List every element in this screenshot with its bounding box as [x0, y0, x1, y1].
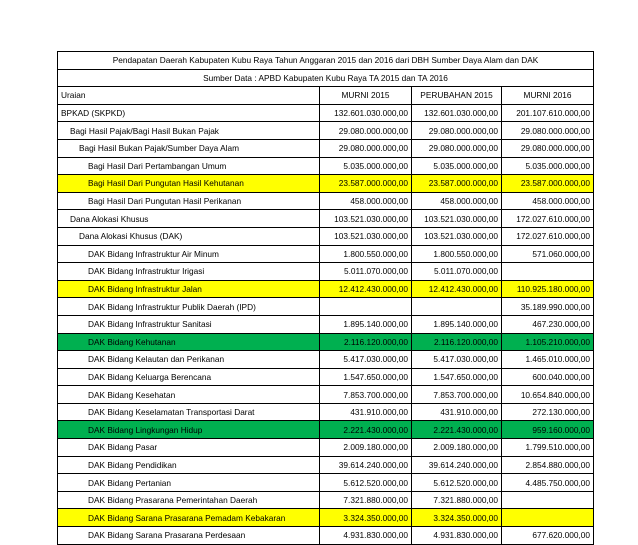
cell-murni-2015: 39.614.240.000,00 — [320, 456, 412, 474]
cell-perubahan-2015: 2.221.430.000,00 — [412, 421, 502, 439]
row-label: Bagi Hasil Dari Pertambangan Umum — [58, 157, 320, 175]
cell-perubahan-2015: 29.080.000.000,00 — [412, 139, 502, 157]
row-label: DAK Bidang Pendidikan — [58, 456, 320, 474]
header-row — [58, 87, 594, 105]
cell-murni-2016: 1.465.010.000,00 — [502, 351, 594, 369]
row-label: DAK Bidang Infrastruktur Publik Daerah (IPD) — [58, 298, 320, 316]
cell-murni-2015: 2.221.430.000,00 — [320, 421, 412, 439]
cell-murni-2015: 3.324.350.000,00 — [320, 509, 412, 527]
header-perubahan-2015: PERUBAHAN 2015 — [412, 87, 502, 105]
cell-murni-2015: 12.412.430.000,00 — [320, 280, 412, 298]
cell-murni-2016: 959.160.000,00 — [502, 421, 594, 439]
cell-perubahan-2015: 39.614.240.000,00 — [412, 456, 502, 474]
row-label: DAK Bidang Lingkungan Hidup — [58, 421, 320, 439]
cell-murni-2015: 7.853.700.000,00 — [320, 386, 412, 404]
cell-murni-2015: 2.009.180.000,00 — [320, 439, 412, 457]
table-row — [58, 298, 594, 316]
cell-murni-2016: 5.035.000.000,00 — [502, 157, 594, 175]
cell-murni-2015: 103.521.030.000,00 — [320, 210, 412, 228]
cell-murni-2016: 201.107.610.000,00 — [502, 104, 594, 122]
table-title: Pendapatan Daerah Kabupaten Kubu Raya Tahun Anggaran 2015 dan 2016 dari DBH Sumber Daya Alam dan DAK — [58, 52, 594, 70]
cell-murni-2015: 103.521.030.000,00 — [320, 227, 412, 245]
cell-murni-2016 — [502, 509, 594, 527]
cell-murni-2016: 1.799.510.000,00 — [502, 439, 594, 457]
cell-perubahan-2015: 431.910.000,00 — [412, 403, 502, 421]
table-row — [58, 175, 594, 193]
cell-murni-2015: 1.895.140.000,00 — [320, 315, 412, 333]
cell-murni-2016: 272.130.000,00 — [502, 403, 594, 421]
header-uraian: Uraian — [58, 87, 320, 105]
table-row — [58, 351, 594, 369]
cell-perubahan-2015: 103.521.030.000,00 — [412, 210, 502, 228]
cell-perubahan-2015: 7.853.700.000,00 — [412, 386, 502, 404]
row-label: DAK Bidang Infrastruktur Air Minum — [58, 245, 320, 263]
cell-murni-2016: 458.000.000,00 — [502, 192, 594, 210]
header-murni-2015: MURNI 2015 — [320, 87, 412, 105]
row-label: DAK Bidang Pasar — [58, 439, 320, 457]
table-row — [58, 439, 594, 457]
cell-murni-2015: 458.000.000,00 — [320, 192, 412, 210]
cell-murni-2015: 29.080.000.000,00 — [320, 139, 412, 157]
cell-perubahan-2015: 23.587.000.000,00 — [412, 175, 502, 193]
cell-perubahan-2015: 12.412.430.000,00 — [412, 280, 502, 298]
table-row — [58, 192, 594, 210]
cell-murni-2016: 172.027.610.000,00 — [502, 210, 594, 228]
cell-murni-2015: 5.011.070.000,00 — [320, 263, 412, 281]
cell-murni-2015: 431.910.000,00 — [320, 403, 412, 421]
cell-murni-2016: 600.040.000,00 — [502, 368, 594, 386]
table-row — [58, 421, 594, 439]
row-label: DAK Bidang Infrastruktur Sanitasi — [58, 315, 320, 333]
cell-murni-2016: 1.105.210.000,00 — [502, 333, 594, 351]
cell-perubahan-2015: 132.601.030.000,00 — [412, 104, 502, 122]
cell-perubahan-2015: 1.895.140.000,00 — [412, 315, 502, 333]
row-label: DAK Bidang Sarana Prasarana Perdesaan — [58, 527, 320, 545]
cell-murni-2016: 172.027.610.000,00 — [502, 227, 594, 245]
cell-murni-2016: 35.189.990.000,00 — [502, 298, 594, 316]
header-murni-2016: MURNI 2016 — [502, 87, 594, 105]
row-label: Bagi Hasil Bukan Pajak/Sumber Daya Alam — [58, 139, 320, 157]
row-label: DAK Bidang Kehutanan — [58, 333, 320, 351]
row-label: Bagi Hasil Dari Pungutan Hasil Perikanan — [58, 192, 320, 210]
table-row — [58, 527, 594, 545]
cell-murni-2016 — [502, 491, 594, 509]
cell-perubahan-2015: 2.116.120.000,00 — [412, 333, 502, 351]
row-label: DAK Bidang Infrastruktur Jalan — [58, 280, 320, 298]
row-label: Bagi Hasil Pajak/Bagi Hasil Bukan Pajak — [58, 122, 320, 140]
cell-perubahan-2015: 103.521.030.000,00 — [412, 227, 502, 245]
cell-perubahan-2015 — [412, 298, 502, 316]
cell-murni-2015: 2.116.120.000,00 — [320, 333, 412, 351]
table-row — [58, 403, 594, 421]
cell-murni-2015: 4.931.830.000,00 — [320, 527, 412, 545]
cell-murni-2015: 23.587.000.000,00 — [320, 175, 412, 193]
table-row — [58, 280, 594, 298]
cell-murni-2015: 29.080.000.000,00 — [320, 122, 412, 140]
cell-murni-2015: 132.601.030.000,00 — [320, 104, 412, 122]
cell-murni-2016: 2.854.880.000,00 — [502, 456, 594, 474]
row-label: DAK Bidang Infrastruktur Irigasi — [58, 263, 320, 281]
row-label: Bagi Hasil Dari Pungutan Hasil Kehutanan — [58, 175, 320, 193]
table-row — [58, 386, 594, 404]
table-subtitle: Sumber Data : APBD Kabupaten Kubu Raya TA 2015 dan TA 2016 — [58, 69, 594, 87]
row-label: Dana Alokasi Khusus (DAK) — [58, 227, 320, 245]
cell-perubahan-2015: 2.009.180.000,00 — [412, 439, 502, 457]
cell-murni-2015: 1.547.650.000,00 — [320, 368, 412, 386]
cell-perubahan-2015: 29.080.000.000,00 — [412, 122, 502, 140]
cell-murni-2015 — [320, 298, 412, 316]
title-row — [58, 52, 594, 70]
row-label: BPKAD (SKPKD) — [58, 104, 320, 122]
cell-murni-2016: 10.654.840.000,00 — [502, 386, 594, 404]
cell-perubahan-2015: 458.000.000,00 — [412, 192, 502, 210]
cell-murni-2016 — [502, 263, 594, 281]
revenue-table — [57, 51, 594, 545]
row-label: DAK Bidang Prasarana Pemerintahan Daerah — [58, 491, 320, 509]
table-row — [58, 491, 594, 509]
cell-murni-2015: 5.612.520.000,00 — [320, 474, 412, 492]
cell-murni-2016: 677.620.000,00 — [502, 527, 594, 545]
cell-perubahan-2015: 5.612.520.000,00 — [412, 474, 502, 492]
cell-perubahan-2015: 3.324.350.000,00 — [412, 509, 502, 527]
cell-perubahan-2015: 1.547.650.000,00 — [412, 368, 502, 386]
cell-murni-2016: 4.485.750.000,00 — [502, 474, 594, 492]
table-row — [58, 509, 594, 527]
table-row — [58, 456, 594, 474]
cell-murni-2016: 467.230.000,00 — [502, 315, 594, 333]
table-row — [58, 263, 594, 281]
cell-perubahan-2015: 1.800.550.000,00 — [412, 245, 502, 263]
row-label: DAK Bidang Kelautan dan Perikanan — [58, 351, 320, 369]
cell-perubahan-2015: 7.321.880.000,00 — [412, 491, 502, 509]
table-row — [58, 333, 594, 351]
revenue-sheet — [57, 51, 593, 545]
cell-murni-2015: 7.321.880.000,00 — [320, 491, 412, 509]
row-label: Dana Alokasi Khusus — [58, 210, 320, 228]
table-row — [58, 122, 594, 140]
cell-perubahan-2015: 5.417.030.000,00 — [412, 351, 502, 369]
table-row — [58, 368, 594, 386]
table-row — [58, 315, 594, 333]
cell-murni-2016: 29.080.000.000,00 — [502, 122, 594, 140]
table-row — [58, 157, 594, 175]
subtitle-row — [58, 69, 594, 87]
cell-perubahan-2015: 4.931.830.000,00 — [412, 527, 502, 545]
row-label: DAK Bidang Keluarga Berencana — [58, 368, 320, 386]
cell-murni-2016: 29.080.000.000,00 — [502, 139, 594, 157]
row-label: DAK Bidang Keselamatan Transportasi Darat — [58, 403, 320, 421]
row-label: DAK Bidang Kesehatan — [58, 386, 320, 404]
cell-murni-2015: 5.035.000.000,00 — [320, 157, 412, 175]
table-row — [58, 474, 594, 492]
table-row — [58, 104, 594, 122]
table-row — [58, 227, 594, 245]
row-label: DAK Bidang Pertanian — [58, 474, 320, 492]
cell-perubahan-2015: 5.035.000.000,00 — [412, 157, 502, 175]
table-row — [58, 245, 594, 263]
cell-perubahan-2015: 5.011.070.000,00 — [412, 263, 502, 281]
table-row — [58, 139, 594, 157]
cell-murni-2015: 5.417.030.000,00 — [320, 351, 412, 369]
cell-murni-2016: 23.587.000.000,00 — [502, 175, 594, 193]
cell-murni-2015: 1.800.550.000,00 — [320, 245, 412, 263]
row-label: DAK Bidang Sarana Prasarana Pemadam Kebakaran — [58, 509, 320, 527]
cell-murni-2016: 110.925.180.000,00 — [502, 280, 594, 298]
table-row — [58, 210, 594, 228]
cell-murni-2016: 571.060.000,00 — [502, 245, 594, 263]
